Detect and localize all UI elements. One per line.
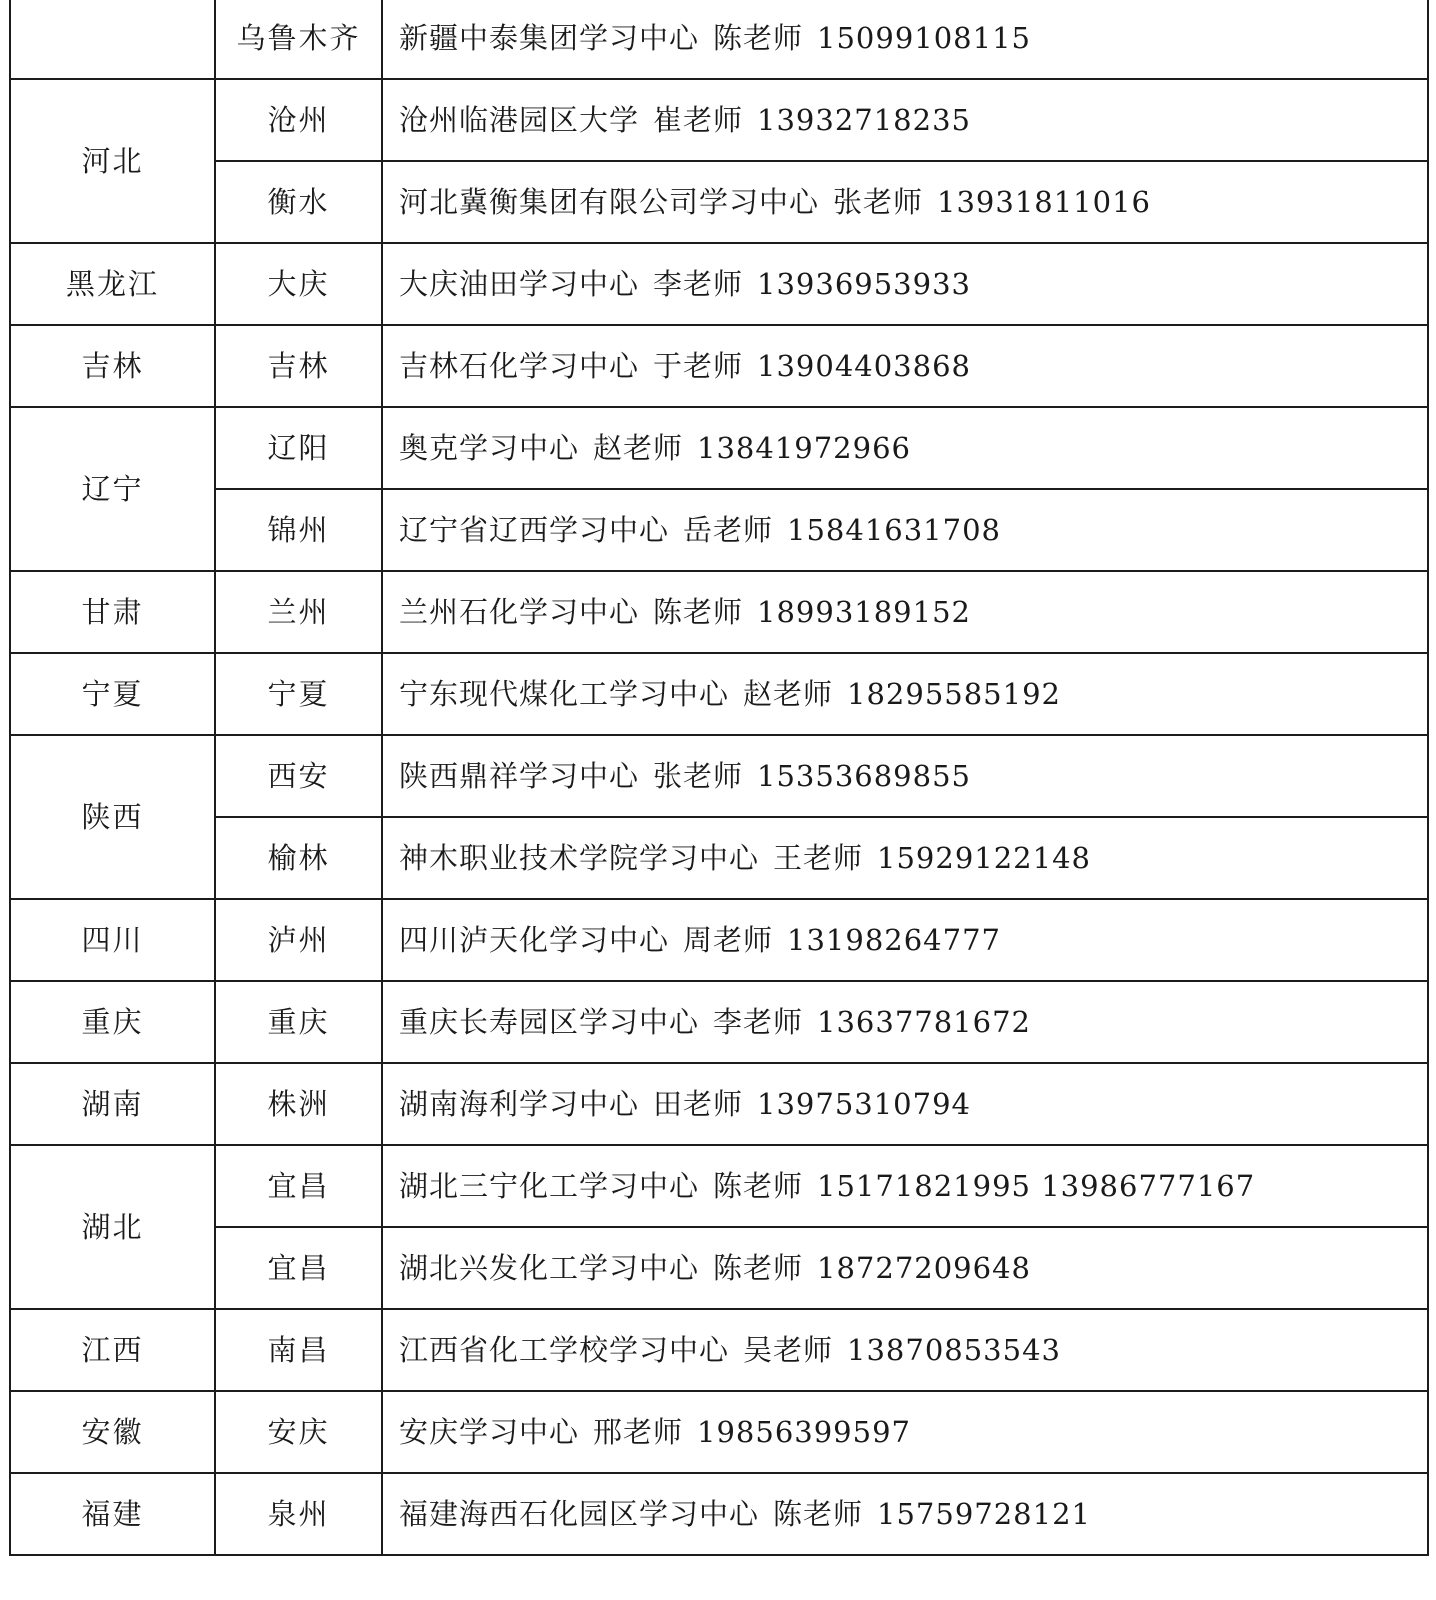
center-name: 大庆油田学习中心 bbox=[399, 266, 640, 301]
teacher-name: 陈老师 bbox=[713, 20, 804, 55]
table-row bbox=[10, 489, 1428, 571]
teacher-name: 张老师 bbox=[653, 758, 744, 793]
center-name: 江西省化工学校学习中心 bbox=[399, 1332, 730, 1367]
province-cell: 吉林 bbox=[10, 325, 215, 407]
center-name: 沧州临港园区大学 bbox=[399, 102, 640, 137]
table-row bbox=[10, 79, 1428, 161]
center-info-cell bbox=[382, 1063, 1428, 1145]
center-info-cell bbox=[382, 407, 1428, 489]
province-cell bbox=[10, 0, 215, 79]
teacher-name: 李老师 bbox=[653, 266, 744, 301]
table-row bbox=[10, 571, 1428, 653]
phone-number: 13198264777 bbox=[787, 922, 1001, 957]
teacher-name: 于老师 bbox=[653, 348, 744, 383]
center-info-cell bbox=[382, 161, 1428, 243]
center-info-cell bbox=[382, 243, 1428, 325]
city-cell: 宜昌 bbox=[215, 1227, 382, 1309]
province-cell: 江西 bbox=[10, 1309, 215, 1391]
center-name: 河北冀衡集团有限公司学习中心 bbox=[399, 184, 820, 219]
city-cell: 安庆 bbox=[215, 1391, 382, 1473]
city-cell: 乌鲁木齐 bbox=[215, 0, 382, 79]
city-cell: 西安 bbox=[215, 735, 382, 817]
phone-number: 15929122148 bbox=[877, 840, 1091, 875]
center-name: 重庆长寿园区学习中心 bbox=[399, 1004, 700, 1039]
table-row bbox=[10, 1309, 1428, 1391]
center-info-cell bbox=[382, 1391, 1428, 1473]
center-info-cell bbox=[382, 1309, 1428, 1391]
city-cell: 锦州 bbox=[215, 489, 382, 571]
teacher-name: 陈老师 bbox=[653, 594, 744, 629]
table-row bbox=[10, 1227, 1428, 1309]
center-info-cell bbox=[382, 817, 1428, 899]
table-row bbox=[10, 735, 1428, 817]
table-row bbox=[10, 899, 1428, 981]
city-cell: 株洲 bbox=[215, 1063, 382, 1145]
center-name: 湖南海利学习中心 bbox=[399, 1086, 640, 1121]
center-name: 安庆学习中心 bbox=[399, 1414, 580, 1449]
phone-number: 13936953933 bbox=[757, 266, 971, 301]
center-info-cell bbox=[382, 325, 1428, 407]
province-cell: 湖南 bbox=[10, 1063, 215, 1145]
table-row bbox=[10, 1063, 1428, 1145]
phone-number: 13975310794 bbox=[757, 1086, 971, 1121]
phone-number: 13932718235 bbox=[757, 102, 971, 137]
center-name: 陕西鼎祥学习中心 bbox=[399, 758, 640, 793]
learning-center-table bbox=[9, 0, 1429, 1556]
city-cell: 沧州 bbox=[215, 79, 382, 161]
province-cell: 湖北 bbox=[10, 1145, 215, 1309]
center-name: 新疆中泰集团学习中心 bbox=[399, 20, 700, 55]
phone-number: 13931811016 bbox=[937, 184, 1151, 219]
center-info-cell bbox=[382, 0, 1428, 79]
city-cell: 大庆 bbox=[215, 243, 382, 325]
city-cell: 兰州 bbox=[215, 571, 382, 653]
phone-number: 15759728121 bbox=[877, 1496, 1091, 1531]
center-info-cell bbox=[382, 735, 1428, 817]
table-row bbox=[10, 1145, 1428, 1227]
city-cell: 南昌 bbox=[215, 1309, 382, 1391]
table-row bbox=[10, 653, 1428, 735]
table-row bbox=[10, 407, 1428, 489]
phone-number: 13841972966 bbox=[697, 430, 911, 465]
center-name: 奥克学习中心 bbox=[399, 430, 580, 465]
phone-number: 15353689855 bbox=[757, 758, 971, 793]
center-name: 宁东现代煤化工学习中心 bbox=[399, 676, 730, 711]
center-info-cell bbox=[382, 79, 1428, 161]
province-cell: 安徽 bbox=[10, 1391, 215, 1473]
teacher-name: 陈老师 bbox=[713, 1250, 804, 1285]
teacher-name: 陈老师 bbox=[773, 1496, 864, 1531]
center-info-cell bbox=[382, 653, 1428, 735]
teacher-name: 岳老师 bbox=[683, 512, 774, 547]
city-cell: 宁夏 bbox=[215, 653, 382, 735]
table-row bbox=[10, 325, 1428, 407]
center-name: 福建海西石化园区学习中心 bbox=[399, 1496, 760, 1531]
phone-number: 13870853543 bbox=[847, 1332, 1061, 1367]
phone-number: 13637781672 bbox=[817, 1004, 1031, 1039]
center-info-cell bbox=[382, 1473, 1428, 1555]
center-info-cell bbox=[382, 1145, 1428, 1227]
phone-number: 15171821995 13986777167 bbox=[817, 1168, 1256, 1203]
teacher-name: 崔老师 bbox=[653, 102, 744, 137]
teacher-name: 李老师 bbox=[713, 1004, 804, 1039]
phone-number: 13904403868 bbox=[757, 348, 971, 383]
table-row bbox=[10, 243, 1428, 325]
province-cell: 四川 bbox=[10, 899, 215, 981]
province-cell: 宁夏 bbox=[10, 653, 215, 735]
city-cell: 榆林 bbox=[215, 817, 382, 899]
city-cell: 宜昌 bbox=[215, 1145, 382, 1227]
table-row bbox=[10, 0, 1428, 79]
teacher-name: 陈老师 bbox=[713, 1168, 804, 1203]
province-cell: 甘肃 bbox=[10, 571, 215, 653]
center-name: 神木职业技术学院学习中心 bbox=[399, 840, 760, 875]
center-name: 湖北兴发化工学习中心 bbox=[399, 1250, 700, 1285]
center-name: 湖北三宁化工学习中心 bbox=[399, 1168, 700, 1203]
center-name: 兰州石化学习中心 bbox=[399, 594, 640, 629]
table-row bbox=[10, 981, 1428, 1063]
province-cell: 辽宁 bbox=[10, 407, 215, 571]
center-info-cell bbox=[382, 981, 1428, 1063]
city-cell: 衡水 bbox=[215, 161, 382, 243]
province-cell: 河北 bbox=[10, 79, 215, 243]
table-row bbox=[10, 1391, 1428, 1473]
province-cell: 福建 bbox=[10, 1473, 215, 1555]
table-row bbox=[10, 161, 1428, 243]
city-cell: 泸州 bbox=[215, 899, 382, 981]
phone-number: 18295585192 bbox=[847, 676, 1061, 711]
table-row bbox=[10, 1473, 1428, 1555]
city-cell: 辽阳 bbox=[215, 407, 382, 489]
phone-number: 19856399597 bbox=[697, 1414, 911, 1449]
city-cell: 泉州 bbox=[215, 1473, 382, 1555]
teacher-name: 吴老师 bbox=[743, 1332, 834, 1367]
phone-number: 18727209648 bbox=[817, 1250, 1031, 1285]
teacher-name: 赵老师 bbox=[743, 676, 834, 711]
center-info-cell bbox=[382, 899, 1428, 981]
phone-number: 15099108115 bbox=[817, 20, 1031, 55]
teacher-name: 田老师 bbox=[653, 1086, 744, 1121]
center-name: 四川泸天化学习中心 bbox=[399, 922, 670, 957]
center-info-cell bbox=[382, 489, 1428, 571]
phone-number: 15841631708 bbox=[787, 512, 1001, 547]
center-name: 辽宁省辽西学习中心 bbox=[399, 512, 670, 547]
province-cell: 重庆 bbox=[10, 981, 215, 1063]
teacher-name: 周老师 bbox=[683, 922, 774, 957]
teacher-name: 赵老师 bbox=[593, 430, 684, 465]
province-cell: 陕西 bbox=[10, 735, 215, 899]
teacher-name: 邢老师 bbox=[593, 1414, 684, 1449]
center-info-cell bbox=[382, 1227, 1428, 1309]
teacher-name: 王老师 bbox=[773, 840, 864, 875]
table-row bbox=[10, 817, 1428, 899]
city-cell: 重庆 bbox=[215, 981, 382, 1063]
city-cell: 吉林 bbox=[215, 325, 382, 407]
center-info-cell bbox=[382, 571, 1428, 653]
province-cell: 黑龙江 bbox=[10, 243, 215, 325]
teacher-name: 张老师 bbox=[833, 184, 924, 219]
phone-number: 18993189152 bbox=[757, 594, 971, 629]
center-name: 吉林石化学习中心 bbox=[399, 348, 640, 383]
